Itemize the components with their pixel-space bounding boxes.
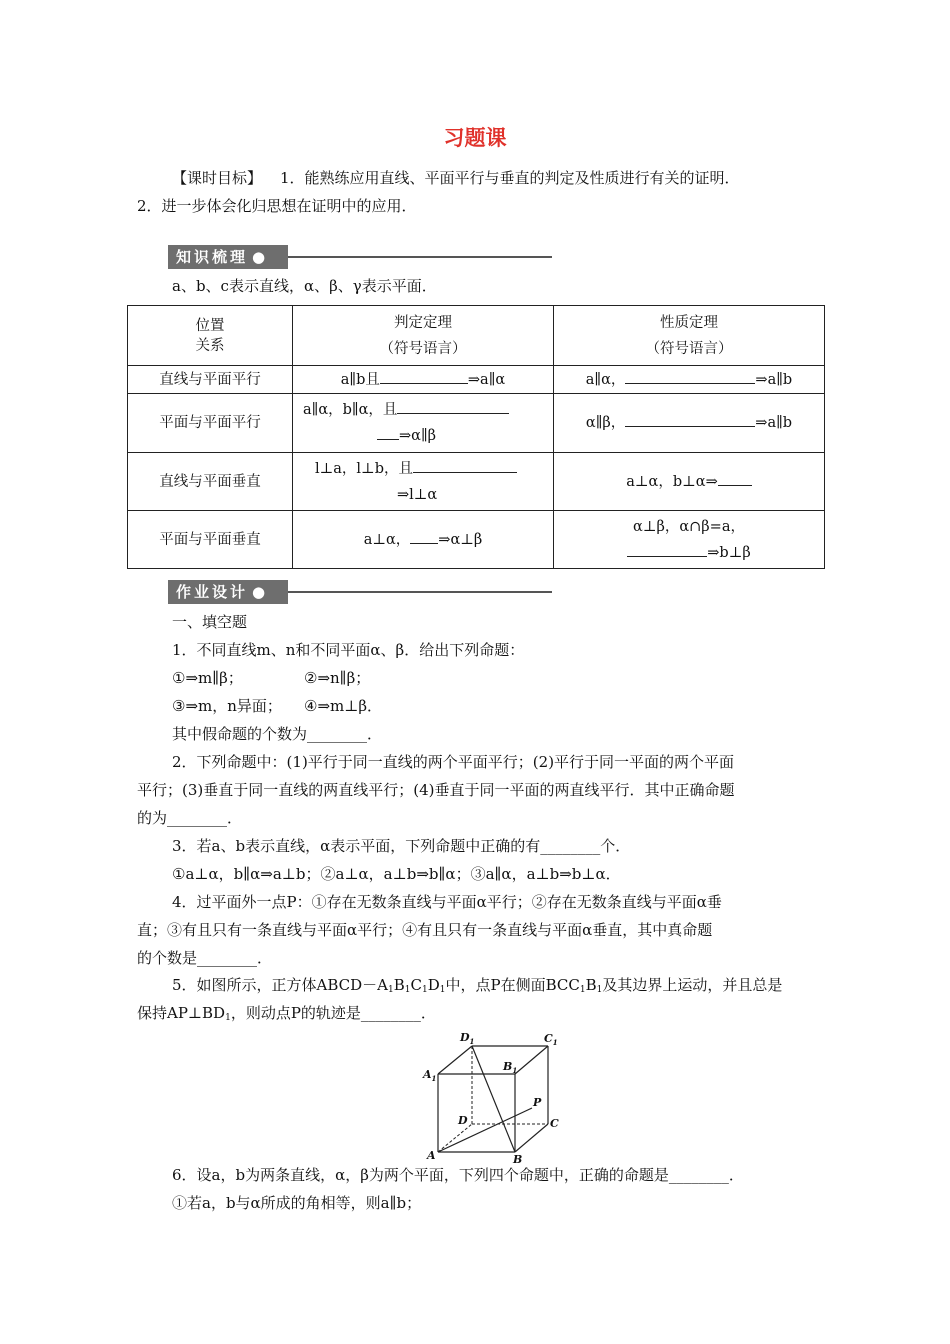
- question-4-line3: 的个数是________．: [137, 949, 273, 967]
- label-D1: $D_1$: [460, 1031, 475, 1046]
- label-B: B: [513, 1153, 523, 1164]
- cube-figure: [420, 1028, 570, 1164]
- question-1-opt2: ②⇒n∥β；: [304, 669, 371, 687]
- label-C: C: [550, 1117, 559, 1130]
- objective-item-2: 2．进一步体会化归思想在证明中的应用．: [137, 197, 417, 215]
- judge-cell: [293, 511, 554, 569]
- table-row: [128, 394, 825, 453]
- bullet-dot-icon: ●: [252, 583, 266, 601]
- answer-blank[interactable]: [377, 424, 399, 440]
- cube-edges: [438, 1046, 548, 1152]
- section-homework-tag: [168, 580, 288, 604]
- question-1-ask: 其中假命题的个数为________．: [172, 725, 383, 743]
- subscript: 1: [579, 985, 586, 995]
- edge-A1D1: [438, 1046, 472, 1074]
- q5-text: 及其边界上运动，并且总是: [602, 976, 783, 994]
- objectives-line1: [172, 165, 740, 192]
- header-relation: [128, 306, 293, 366]
- objectives-label: 【课时目标】: [172, 169, 263, 187]
- question-1-opt4: ④⇒m⊥β．: [304, 697, 383, 715]
- q5-text: 5．如图所示，正方体ABCD－A: [172, 976, 389, 994]
- bullet-dot-icon: ●: [252, 248, 266, 266]
- relation-cell: 平面与平面平行: [128, 394, 293, 453]
- question-6-line1: 6．设a，b为两条直线，α，β为两个平面，下列四个命题中，正确的命题是________．: [172, 1166, 744, 1184]
- judge-text: a∥α，b∥α，且: [303, 402, 398, 418]
- question-4-line1: 4．过平面外一点P：①存在无数条直线与平面α平行；②存在无数条直线与平面α垂: [172, 893, 722, 911]
- question-3-line2: ①a⊥α，b∥α⇒a⊥b；②a⊥α，a⊥b⇒b∥α；③a∥α，a⊥b⇒b⊥α．: [172, 865, 621, 883]
- label-P: P: [533, 1096, 542, 1109]
- section-knowledge-bar: [168, 245, 552, 269]
- question-1-stem: 1．不同直线m、n和不同平面α、β．给出下列命题：: [172, 641, 525, 659]
- question-1-opt1: ①⇒m∥β；: [172, 669, 243, 687]
- question-3-line1: 3．若a、b表示直线，α表示平面，下列命题中正确的有________个．: [172, 837, 631, 855]
- q5-text: D: [427, 976, 440, 994]
- subscript: 1: [596, 985, 603, 995]
- q5-text: 保持AP⊥BD: [137, 1004, 226, 1022]
- property-cell: [554, 394, 825, 453]
- q5-text: B: [585, 976, 597, 994]
- judge-text: l⊥a，l⊥b，且: [315, 460, 413, 477]
- answer-blank[interactable]: [413, 457, 517, 473]
- table-row: [128, 366, 825, 394]
- judge-text: a∥b且: [340, 372, 380, 388]
- section-knowledge-label: 知识梳理: [176, 248, 249, 266]
- property-cell: [554, 366, 825, 394]
- property-text: α∥β，: [585, 415, 626, 431]
- section-homework-label: 作业设计: [176, 583, 249, 601]
- table-row: [128, 453, 825, 511]
- header-judge-line2: （符号语言）: [379, 340, 467, 357]
- theorem-table: [127, 305, 825, 569]
- question-2-line1: 2．下列命题中：(1)平行于同一直线的两个平面平行；(2)平行于同一平面的两个平面: [172, 753, 735, 771]
- page-title: 习题课: [443, 126, 507, 150]
- property-cell: [554, 453, 825, 511]
- judge-text: ⇒l⊥α: [397, 486, 438, 503]
- relation-cell: 平面与平面垂直: [128, 511, 293, 569]
- judge-cell: [293, 453, 554, 511]
- segment-AP: [438, 1108, 532, 1152]
- header-property-line2: （符号语言）: [645, 340, 733, 357]
- subscript: 1: [225, 1013, 231, 1023]
- section-homework-bar: [168, 580, 552, 604]
- answer-blank[interactable]: [627, 541, 707, 557]
- property-text: a∥α，: [585, 372, 626, 388]
- question-1-opt3: ③⇒m，n异面；: [172, 697, 282, 715]
- judge-text: ⇒a∥α: [467, 372, 506, 388]
- subscript: 1: [439, 985, 446, 995]
- judge-cell: [293, 366, 554, 394]
- label-A: A: [427, 1149, 436, 1162]
- judge-cell: [293, 394, 554, 453]
- answer-blank[interactable]: [397, 398, 509, 414]
- table-header-row: [128, 306, 825, 366]
- header-relation-line1: 位置: [195, 317, 225, 334]
- relation-cell: 直线与平面平行: [128, 366, 293, 394]
- question-4-line2: 直；③有且只有一条直线与平面α平行；④有且只有一条直线与平面α垂直，其中真命题: [137, 921, 713, 939]
- property-text: ⇒a∥b: [755, 415, 793, 431]
- q5-text: B: [393, 976, 405, 994]
- property-text: a⊥α，b⊥α⇒: [626, 473, 718, 490]
- property-text: α⊥β，α∩β=a，: [633, 518, 745, 535]
- question-2-line2: 平行；(3)垂直于同一直线的两直线平行；(4)垂直于同一平面的两直线平行．其中正确命题: [137, 781, 735, 799]
- judge-text: ⇒α⊥β: [438, 531, 483, 548]
- subscript: 1: [404, 985, 411, 995]
- objective-item-1: 1．能熟练应用直线、平面平行与垂直的判定及性质进行有关的证明．: [280, 169, 740, 187]
- section-rule: [288, 256, 552, 258]
- label-B1: $B_1$: [503, 1060, 518, 1075]
- part-heading: 一、填空题: [172, 613, 248, 631]
- question-2-line3: 的为________．: [137, 809, 243, 827]
- label-C1: $C_1$: [544, 1032, 558, 1047]
- question-5-line2: [137, 1000, 436, 1032]
- label-A1: $A_1$: [423, 1068, 437, 1083]
- edge-BC: [515, 1124, 548, 1152]
- label-D: D: [458, 1114, 468, 1127]
- section-knowledge-tag: [168, 245, 288, 269]
- header-property-line1: 性质定理: [660, 314, 718, 331]
- answer-blank[interactable]: [625, 411, 755, 427]
- cube-labels: [422, 1031, 559, 1164]
- q5-text: 中，点P在侧面BCC: [445, 976, 580, 994]
- edge-B1C1: [515, 1046, 548, 1074]
- header-judge-line1: 判定定理: [394, 314, 452, 331]
- property-cell: [554, 511, 825, 569]
- subscript: 1: [422, 985, 428, 995]
- table-row: [128, 511, 825, 569]
- answer-blank[interactable]: [410, 528, 438, 544]
- judge-text: ⇒α∥β: [399, 428, 437, 444]
- header-property: [554, 306, 825, 366]
- header-judge: [293, 306, 554, 366]
- relation-cell: 直线与平面垂直: [128, 453, 293, 511]
- subscript: 1: [388, 985, 394, 995]
- property-text: ⇒b⊥β: [707, 544, 751, 561]
- property-text: ⇒a∥b: [755, 372, 793, 388]
- intro-text: a、b、c表示直线，α、β、γ表示平面．: [172, 277, 437, 295]
- answer-blank[interactable]: [380, 368, 468, 384]
- header-relation-line2: 关系: [195, 337, 225, 354]
- q5-text: ，则动点P的轨迹是________．: [230, 1004, 436, 1022]
- judge-text: a⊥α，: [363, 531, 411, 548]
- question-6-opt1: ①若a，b与α所成的角相等，则a∥b；: [172, 1194, 422, 1212]
- answer-blank[interactable]: [718, 470, 752, 486]
- section-rule: [288, 591, 552, 593]
- q5-text: C: [410, 976, 422, 994]
- answer-blank[interactable]: [625, 368, 755, 384]
